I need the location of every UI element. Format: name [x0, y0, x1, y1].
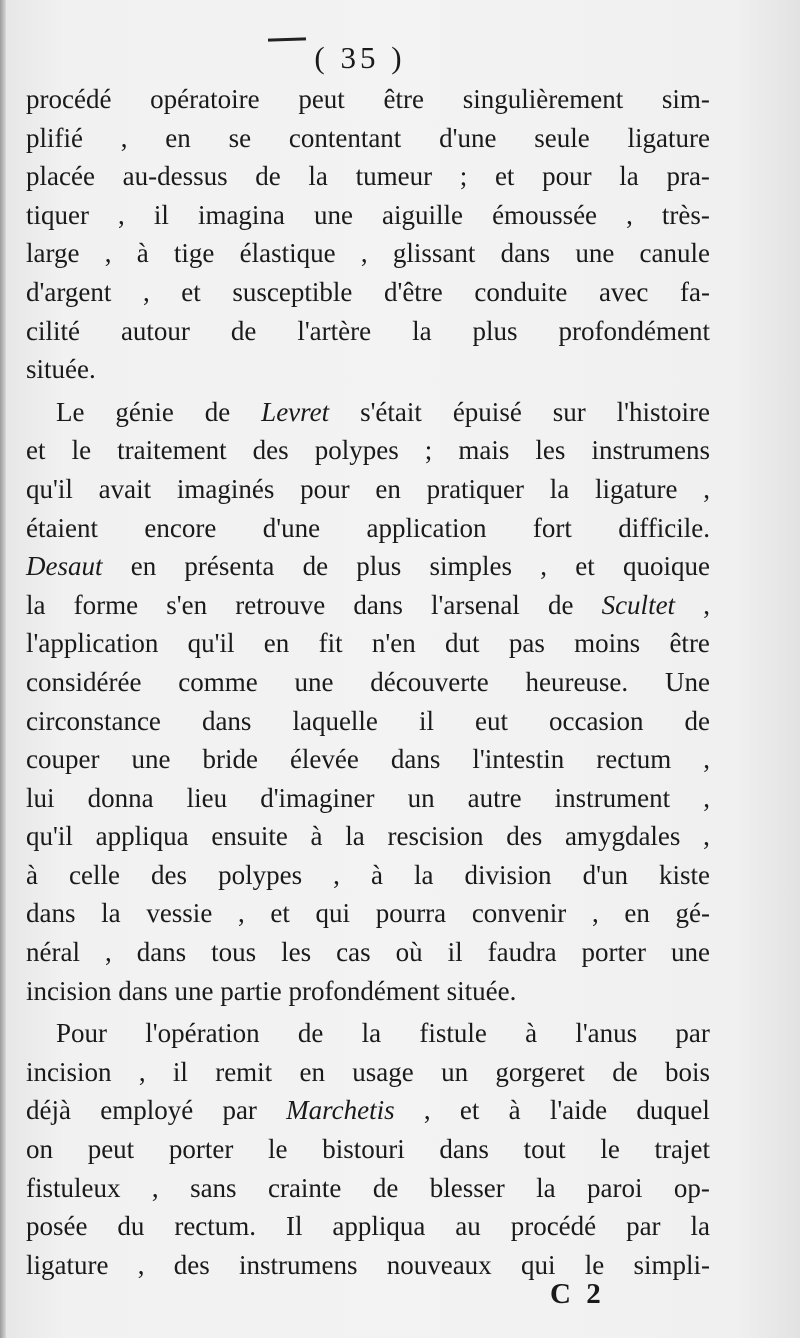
- word: en: [375, 473, 401, 504]
- text-line: [26, 624, 710, 663]
- italic-name: Marchetis: [286, 1095, 395, 1126]
- word: couper: [26, 744, 100, 775]
- word: d'argent: [26, 276, 112, 307]
- word: simpli-: [633, 1249, 710, 1280]
- word: kiste: [659, 859, 710, 890]
- word: incision: [26, 1056, 112, 1087]
- word: usage: [352, 1056, 414, 1087]
- word: la: [413, 859, 434, 890]
- word: ,: [360, 238, 368, 269]
- word: une: [294, 666, 334, 697]
- word: une: [131, 744, 171, 775]
- word: plifié: [26, 122, 83, 153]
- word: la: [690, 1211, 710, 1242]
- word: une: [575, 238, 615, 269]
- word: au: [455, 1211, 481, 1242]
- word: avec: [598, 276, 649, 307]
- word: dans: [390, 744, 441, 775]
- word: ;: [424, 435, 433, 466]
- word: rectum.: [174, 1211, 257, 1242]
- word: le: [600, 1134, 620, 1165]
- word: profondément: [288, 975, 440, 1006]
- word: imaginés: [176, 473, 275, 504]
- word: le: [584, 1249, 605, 1280]
- text-line: [26, 196, 710, 235]
- text-line: [26, 431, 710, 470]
- word: traitement: [117, 435, 227, 466]
- word: retrouve: [235, 589, 326, 620]
- word: il: [153, 199, 169, 230]
- word: cilité: [26, 315, 80, 346]
- word: paroi: [587, 1172, 643, 1203]
- text-line: [26, 509, 710, 548]
- word: élevée: [289, 744, 359, 775]
- word: aiguille: [382, 199, 464, 230]
- text-line: [26, 933, 710, 972]
- word: fistuleux: [26, 1172, 121, 1203]
- word: circonstance: [26, 705, 161, 736]
- word: à: [525, 1018, 538, 1049]
- word: instrument: [554, 782, 671, 813]
- word: en: [165, 122, 191, 153]
- word: découverte: [370, 666, 489, 697]
- word: les: [535, 435, 566, 466]
- word: employé: [100, 1095, 194, 1126]
- word: remit: [215, 1056, 273, 1087]
- word: l'artère: [297, 315, 372, 346]
- word: pour: [300, 473, 350, 504]
- word: ,: [138, 1056, 146, 1087]
- word: étaient: [26, 512, 98, 543]
- word: déjà: [26, 1095, 71, 1126]
- word: d'imaginer: [260, 782, 375, 813]
- text-line: [26, 740, 710, 779]
- word: partie: [220, 975, 282, 1006]
- text-line: [26, 586, 710, 625]
- word: du: [117, 1211, 145, 1242]
- word: ,: [237, 898, 245, 929]
- word: conduite: [474, 276, 568, 307]
- word: d'une: [439, 122, 497, 153]
- word: singulièrement: [462, 84, 624, 114]
- word: ligature: [26, 1249, 109, 1280]
- word: comme: [178, 666, 258, 697]
- word: et: [575, 551, 595, 582]
- word: le: [268, 1134, 288, 1165]
- word: profondément: [558, 315, 710, 346]
- word: faudra: [487, 937, 557, 968]
- word: par: [626, 1211, 661, 1242]
- word: en: [130, 551, 157, 582]
- word: la: [101, 898, 121, 929]
- word: ,: [703, 473, 710, 504]
- word: il: [447, 937, 463, 968]
- word: ,: [591, 898, 599, 929]
- word: la: [345, 821, 365, 852]
- text-line: [26, 547, 710, 586]
- word: la: [549, 473, 570, 504]
- word: tout: [523, 1134, 566, 1165]
- word: élastique: [239, 238, 336, 269]
- word: gé-: [675, 898, 710, 929]
- word: sim-: [661, 84, 710, 114]
- text-line: [26, 663, 710, 702]
- text-line: [26, 1169, 710, 1208]
- italic-name: Levret: [261, 396, 330, 427]
- word: ,: [540, 551, 548, 582]
- word: ,: [118, 199, 125, 230]
- page-spine-shadow: [0, 0, 6, 1338]
- word: moins: [574, 628, 641, 659]
- word: l'arsenal: [430, 589, 520, 620]
- word: polypes: [314, 435, 399, 466]
- word: n'en: [371, 628, 416, 659]
- word: pour: [542, 161, 592, 192]
- word: à: [370, 859, 383, 890]
- word: [602, 586, 675, 625]
- word: une: [313, 199, 353, 230]
- text-line: [26, 1014, 710, 1053]
- word: de: [547, 589, 574, 620]
- word: une: [174, 975, 214, 1006]
- word: de: [372, 1172, 399, 1203]
- word: des: [506, 821, 543, 852]
- word: [286, 1091, 394, 1130]
- word: située.: [26, 354, 96, 385]
- word: s'était: [360, 396, 422, 427]
- word: seule: [534, 122, 590, 153]
- word: instrumens: [238, 1249, 358, 1280]
- word: ,: [104, 937, 112, 968]
- word: mais: [458, 435, 510, 466]
- word: opératoire: [150, 84, 260, 114]
- word: cas: [336, 937, 371, 968]
- word: fit: [318, 628, 343, 659]
- word: la: [26, 589, 46, 620]
- word: l'intestin: [472, 744, 565, 775]
- word: glissant: [392, 238, 476, 269]
- text-line: [26, 393, 710, 432]
- word: autre: [467, 782, 522, 813]
- word: néral: [26, 937, 80, 968]
- text-line: [26, 1053, 710, 1092]
- text-line: [26, 1246, 710, 1285]
- word: application: [366, 512, 487, 543]
- word: au-dessus: [122, 161, 228, 192]
- word: émoussée: [492, 199, 598, 230]
- word: il: [418, 705, 434, 736]
- word: le: [71, 435, 92, 466]
- word: l'histoire: [616, 396, 710, 427]
- word: appliqua: [332, 1211, 426, 1242]
- signature-mark: C 2: [550, 1278, 605, 1310]
- word: pourra: [375, 898, 447, 929]
- word: et: [494, 161, 515, 192]
- word: [26, 547, 103, 586]
- word: à: [310, 821, 323, 852]
- word: ,: [333, 859, 340, 890]
- word: à: [136, 238, 149, 269]
- word: en: [299, 1056, 325, 1087]
- word: fort: [532, 512, 572, 543]
- word: sur: [552, 396, 586, 427]
- word: lieu: [186, 782, 228, 813]
- word: procédé: [26, 84, 112, 114]
- word: ,: [151, 1172, 159, 1203]
- word: à: [508, 1095, 521, 1126]
- word: Le: [56, 396, 85, 427]
- word: fa-: [680, 276, 710, 307]
- word: d'un: [582, 859, 628, 890]
- word: posée: [26, 1211, 88, 1242]
- word: l'anus: [575, 1018, 638, 1049]
- text-line: [26, 119, 710, 158]
- word: où: [395, 937, 423, 968]
- word: l'aide: [549, 1095, 608, 1126]
- word: être: [383, 84, 425, 114]
- word: de: [612, 1056, 638, 1087]
- word: la: [536, 1172, 556, 1203]
- word: dut: [445, 628, 480, 659]
- word: trajet: [654, 1134, 710, 1165]
- word: qui: [520, 1249, 556, 1280]
- word: ensuite: [211, 821, 288, 852]
- word: blesser: [429, 1172, 505, 1203]
- word: eut: [474, 705, 508, 736]
- body-text: [26, 80, 710, 1284]
- word: op-: [673, 1172, 710, 1203]
- word: ,: [626, 199, 633, 230]
- word: quoique: [622, 551, 710, 582]
- word: en: [624, 898, 650, 929]
- text-line: [26, 894, 710, 933]
- word: convenir: [471, 898, 567, 929]
- text-line: [26, 702, 710, 741]
- word: dans: [26, 898, 76, 929]
- word: difficile.: [618, 512, 710, 543]
- text-line: [26, 1091, 710, 1130]
- word: ,: [703, 782, 710, 813]
- word: large: [26, 238, 80, 269]
- word: incision: [26, 975, 112, 1006]
- text-line: [26, 80, 710, 119]
- word: en: [263, 628, 290, 659]
- word: bistouri: [322, 1134, 405, 1165]
- word: amygdales: [564, 821, 681, 852]
- word: ,: [104, 238, 112, 269]
- word: ;: [459, 161, 468, 192]
- word: simples: [429, 551, 513, 582]
- word: de: [297, 1018, 324, 1049]
- text-line: [26, 273, 710, 312]
- word: Pour: [56, 1018, 108, 1049]
- word: peut: [87, 1134, 135, 1165]
- word: de: [230, 315, 257, 346]
- word: avait: [98, 473, 152, 504]
- word: rectum: [596, 744, 672, 775]
- word: de: [684, 705, 710, 736]
- text-line: [26, 779, 710, 818]
- word: rescision: [387, 821, 484, 852]
- word: tiquer: [26, 199, 89, 230]
- word: et: [270, 898, 290, 929]
- text-line: [26, 350, 710, 389]
- word: dans: [118, 975, 168, 1006]
- word: la: [361, 1018, 382, 1049]
- word: l'opération: [145, 1018, 260, 1049]
- word: on: [26, 1134, 53, 1165]
- word: ,: [423, 1095, 431, 1126]
- word: une: [671, 937, 710, 968]
- word: qu'il: [26, 473, 73, 504]
- word: gorgeret: [495, 1056, 585, 1087]
- word: ligature: [627, 122, 710, 153]
- word: fistule: [419, 1018, 487, 1049]
- word: génie: [115, 396, 174, 427]
- italic-name: Scultet: [601, 589, 676, 620]
- word: ,: [703, 589, 710, 620]
- word: autour: [120, 315, 190, 346]
- word: heureuse.: [525, 666, 629, 697]
- word: et: [181, 276, 201, 307]
- word: la: [619, 161, 639, 192]
- word: plus: [472, 315, 518, 346]
- word: un: [441, 1056, 469, 1087]
- word: et: [26, 435, 46, 466]
- word: située.: [446, 975, 517, 1006]
- word: dans: [500, 238, 551, 269]
- word: donna: [87, 782, 154, 813]
- word: des: [252, 435, 289, 466]
- word: dans: [353, 589, 403, 620]
- word: l'application: [26, 628, 159, 659]
- word: bois: [664, 1056, 710, 1087]
- word: ,: [703, 821, 710, 852]
- text-line: [26, 1130, 710, 1169]
- word: [261, 393, 329, 432]
- word: épuisé: [452, 396, 522, 427]
- word: pra-: [666, 161, 710, 192]
- word: contentant: [288, 122, 402, 153]
- text-line: [26, 234, 710, 273]
- word: pratiquer: [426, 473, 525, 504]
- word: occasion: [548, 705, 644, 736]
- word: d'être: [383, 276, 443, 307]
- word: appliqua: [95, 821, 189, 852]
- word: ,: [142, 276, 150, 307]
- word: très-: [661, 199, 710, 230]
- word: duquel: [636, 1095, 710, 1126]
- word: d'une: [262, 512, 321, 543]
- word: instrumens: [591, 435, 710, 466]
- word: des: [173, 1249, 210, 1280]
- text-line: [26, 817, 710, 856]
- word: ,: [137, 1249, 145, 1280]
- word: nouveaux: [386, 1249, 492, 1280]
- word: ,: [703, 744, 710, 775]
- word: qu'il: [26, 821, 73, 852]
- text-line: [26, 157, 710, 196]
- word: de: [302, 551, 329, 582]
- word: les: [281, 937, 312, 968]
- word: placée: [26, 161, 95, 192]
- word: s'en: [166, 589, 208, 620]
- word: de: [255, 161, 281, 192]
- word: considérée: [26, 666, 142, 697]
- word: encore: [144, 512, 217, 543]
- text-line: [26, 856, 710, 895]
- word: tumeur: [355, 161, 433, 192]
- word: la: [308, 161, 328, 192]
- word: tige: [173, 238, 215, 269]
- word: plus: [356, 551, 402, 582]
- word: de: [204, 396, 231, 427]
- word: un: [407, 782, 435, 813]
- text-line: [26, 312, 710, 351]
- word: la: [412, 315, 432, 346]
- word: imagina: [197, 199, 285, 230]
- word: vessie: [146, 898, 213, 929]
- word: et: [459, 1095, 480, 1126]
- word: polypes: [218, 859, 303, 890]
- word: canule: [639, 238, 710, 269]
- word: par: [222, 1095, 257, 1126]
- word: pas: [508, 628, 545, 659]
- word: Il: [285, 1211, 303, 1242]
- word: porter: [581, 937, 647, 968]
- word: procédé: [510, 1211, 597, 1242]
- word: laquelle: [292, 705, 378, 736]
- word: se: [228, 122, 252, 153]
- word: qui: [315, 898, 351, 929]
- word: dans: [201, 705, 252, 736]
- word: crainte: [267, 1172, 342, 1203]
- word: division: [464, 859, 552, 890]
- word: ,: [120, 122, 128, 153]
- word: être: [669, 628, 710, 659]
- word: des: [151, 859, 188, 890]
- text-line: [26, 470, 710, 509]
- text-line: [26, 1207, 710, 1246]
- word: forme: [73, 589, 139, 620]
- word: par: [675, 1018, 710, 1049]
- word: susceptible: [232, 276, 353, 307]
- word: présenta: [184, 551, 275, 582]
- word: bride: [202, 744, 258, 775]
- text-line: [26, 972, 710, 1011]
- word: celle: [69, 859, 120, 890]
- word: qu'il: [187, 628, 235, 659]
- italic-name: Desaut: [26, 551, 103, 582]
- word: peut: [298, 84, 345, 114]
- word: porter: [168, 1134, 234, 1165]
- word: lui: [26, 782, 55, 813]
- word: sans: [190, 1172, 237, 1203]
- word: à: [26, 859, 38, 890]
- word: dans: [439, 1134, 489, 1165]
- word: ligature: [595, 473, 678, 504]
- page-number: ( 35 ): [314, 40, 406, 75]
- word: dans: [136, 937, 187, 968]
- word: il: [172, 1056, 188, 1087]
- word: Une: [664, 666, 710, 697]
- word: tous: [211, 937, 257, 968]
